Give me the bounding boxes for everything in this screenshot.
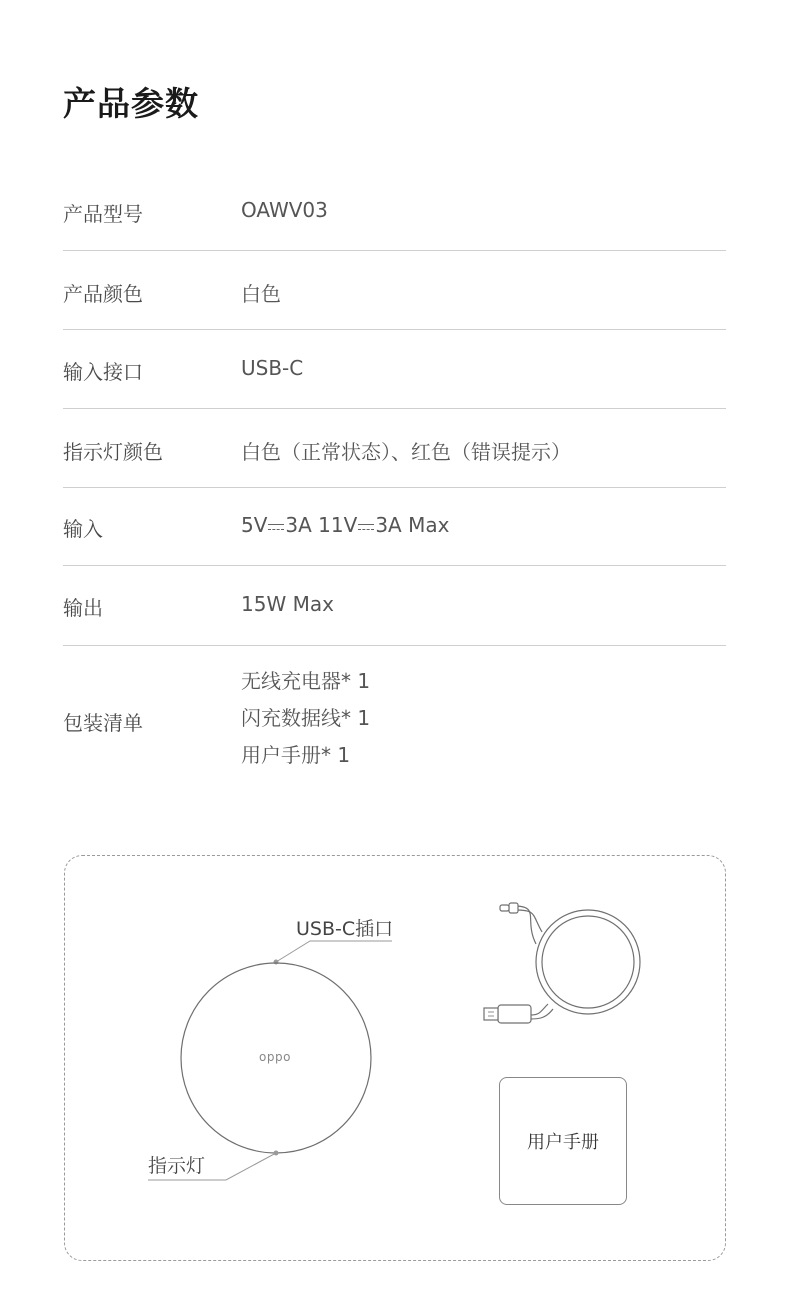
cable-segment-a xyxy=(530,1004,548,1015)
cable-coil-inner xyxy=(542,916,634,1008)
spec-label: 输入 xyxy=(63,517,103,541)
page-title: 产品参数 xyxy=(63,84,199,123)
spec-label: 包装清单 xyxy=(63,711,143,735)
usb-a-plug-tip xyxy=(484,1008,498,1020)
spec-label: 输出 xyxy=(63,596,103,620)
package-item: 用户手册* 1 xyxy=(241,743,351,767)
package-item: 无线充电器* 1 xyxy=(241,669,371,693)
oppo-logo: oppo xyxy=(259,1050,291,1064)
spec-label: 产品颜色 xyxy=(63,282,143,306)
spec-label: 输入接口 xyxy=(63,360,143,384)
user-manual-label: 用户手册 xyxy=(527,1132,599,1153)
spec-value: USB-C xyxy=(241,356,304,380)
usb-c-port-label: USB-C插口 xyxy=(296,918,394,940)
spec-value: OAWV03 xyxy=(241,198,328,222)
usb-c-plug xyxy=(509,903,518,913)
spec-value-part: 5V xyxy=(241,513,268,537)
spec-value-part: 3A 11V xyxy=(285,513,358,537)
user-manual-card xyxy=(499,1077,627,1205)
spec-label: 指示灯颜色 xyxy=(63,440,163,464)
spec-label: 产品型号 xyxy=(63,202,143,226)
spec-value-part: 3A Max xyxy=(375,513,450,537)
package-item: 闪充数据线* 1 xyxy=(241,706,371,730)
spec-value: 15W Max xyxy=(241,592,334,616)
usb-c-callout-line xyxy=(276,941,392,962)
spec-value: 白色 xyxy=(241,282,281,306)
cable-segment-c2 xyxy=(516,910,542,932)
spec-value: 白色（正常状态）、红色（错误提示） xyxy=(241,440,571,464)
indicator-label: 指示灯 xyxy=(148,1155,206,1177)
usb-a-plug-body xyxy=(498,1005,531,1023)
usb-c-tip xyxy=(500,905,509,911)
usb-c-port-dot xyxy=(274,960,279,965)
cable-coil-outer xyxy=(536,910,640,1014)
